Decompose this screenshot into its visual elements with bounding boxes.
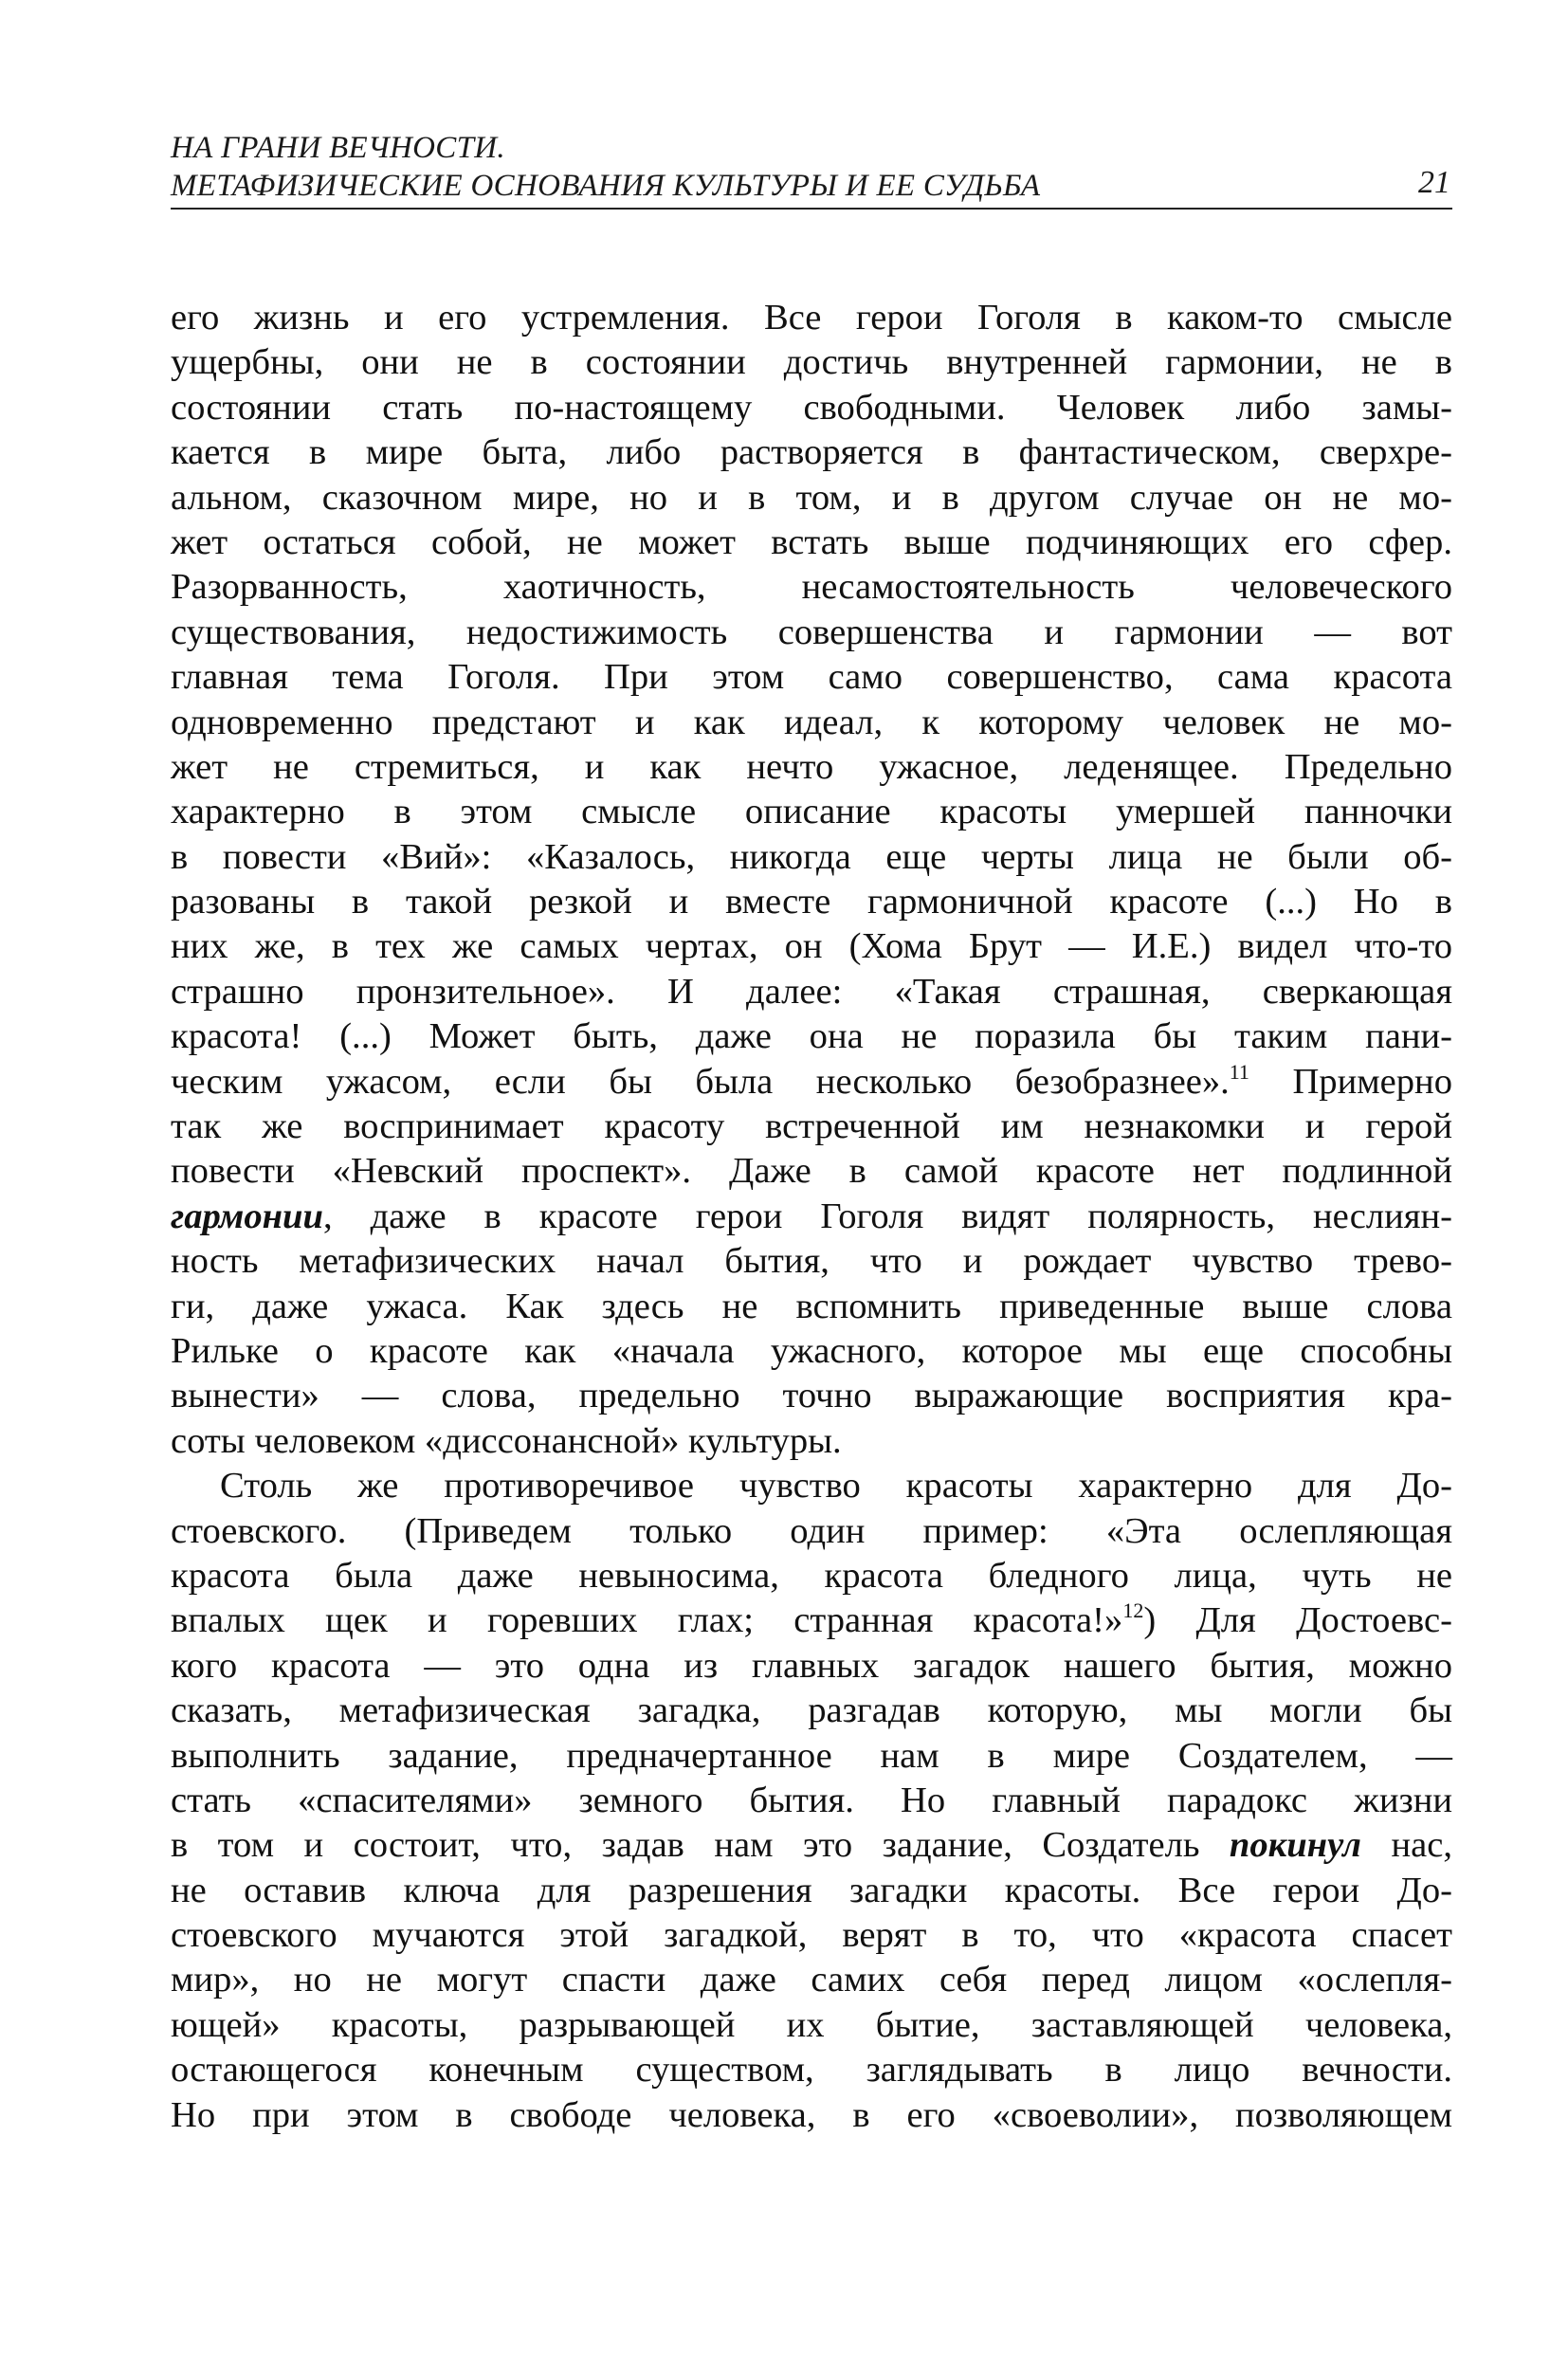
text-segment: Примерно xyxy=(1249,1061,1452,1102)
running-head xyxy=(171,129,1452,210)
text-line: одновременно предстают и как идеал, к которому человек не мо- xyxy=(171,702,1452,742)
text-line: состоянии стать по-настоящему свободными. Человек либо замы- xyxy=(171,387,1452,428)
body-text xyxy=(171,296,1452,2138)
text-line: выполнить задание, предначертанное нам в мире Создателем, — xyxy=(171,1735,1452,1776)
text-line-with-emphasis xyxy=(171,1195,1452,1239)
text-line: страшно пронзительное». И далее: «Такая страшная, сверкающая xyxy=(171,971,1452,1012)
text-line-with-footnote-11 xyxy=(171,1060,1452,1105)
text-line: Но при этом в свободе человека, в его «своеволии», позволяющем xyxy=(171,2094,1452,2135)
text-line: главная тема Гоголя. При этом само совершенство, сама красота xyxy=(171,657,1452,698)
text-line: Разорванность, хаотичность, несамостоятельность человеческого xyxy=(171,567,1452,608)
text-line: ность метафизических начал бытия, что и рождает чувство трево- xyxy=(171,1241,1452,1282)
text-line: вынести» — слова, предельно точно выражающие восприятия кра- xyxy=(171,1376,1452,1416)
text-line: повести «Невский проспект». Даже в самой красоте нет подлинной xyxy=(171,1151,1452,1192)
page-number: 21 xyxy=(1418,165,1450,200)
text-line: жет остаться собой, не может встать выше подчиняющих его сфер. xyxy=(171,521,1452,562)
text-line: не оставив ключа для разрешения загадки красоты. Все герои До- xyxy=(171,1870,1452,1910)
text-line: красота была даже невыносима, красота бледного лица, чуть не xyxy=(171,1555,1452,1596)
text-line: разованы в такой резкой и вместе гармоничной красоте (...) Но в xyxy=(171,882,1452,922)
text-line: так же воспринимает красоту встреченной им незнакомки и герой xyxy=(171,1106,1452,1147)
text-line: в повести «Вий»: «Казалось, никогда еще черты лица не были об- xyxy=(171,836,1452,877)
paragraph-first-line: Столь же противоречивое чувство красоты характерно для До- xyxy=(220,1466,1452,1507)
text-line: Рильке о красоте как «начала ужасного, которое мы еще способны xyxy=(171,1330,1452,1371)
footnote-ref-12: 12 xyxy=(1122,1598,1144,1623)
text-line: красота! (...) Может быть, даже она не поразила бы таким пани- xyxy=(171,1016,1452,1057)
header-title-line-1: НА ГРАНИ ВЕЧНОСТИ. xyxy=(171,131,505,165)
emphasis-word: гармонии xyxy=(171,1196,323,1236)
text-line: ющей» красоты, разрывающей их бытие, заставляющей человека, xyxy=(171,2004,1452,2045)
text-segment: , даже в красоте герои Гоголя видят полярность, неслиян- xyxy=(322,1196,1452,1236)
text-line: жет не стремиться, и как нечто ужасное, леденящее. Предельно xyxy=(171,746,1452,787)
text-line: кается в мире быта, либо растворяется в фантастическом, сверхре- xyxy=(171,432,1452,473)
text-line-with-footnote-12 xyxy=(171,1598,1452,1643)
text-line: мир», но не могут спасти даже самих себя перед лицом «ослепля- xyxy=(171,1960,1452,2000)
text-line: них же, в тех же самых чертах, он (Хома Брут — И.Е.) видел что-то xyxy=(171,926,1452,967)
text-line: существования, недостижимость совершенства и гармонии — вот xyxy=(171,612,1452,652)
text-segment: в том и состоит, что, задав нам это задание, Создатель xyxy=(171,1825,1230,1866)
text-line: соты человеком «диссонансной» культуры. xyxy=(171,1420,842,1461)
text-segment: ) Для Достоевс- xyxy=(1143,1600,1453,1641)
text-line: альном, сказочном мире, но и в том, и в другом случае он не мо- xyxy=(171,477,1452,518)
text-line: стать «спасителями» земного бытия. Но главный парадокс жизни xyxy=(171,1780,1452,1820)
text-line: кого красота — это одна из главных загадок нашего бытия, можно xyxy=(171,1645,1452,1686)
text-line: сказать, метафизическая загадка, разгадав которую, мы могли бы xyxy=(171,1690,1452,1731)
emphasis-word: покинул xyxy=(1229,1825,1361,1866)
text-line: его жизнь и его устремления. Все герои Гоголя в каком-то смысле xyxy=(171,298,1452,338)
text-segment: впалых щек и горевших глах; странная красота!» xyxy=(171,1600,1123,1641)
text-line: ущербны, они не в состоянии достичь внутренней гармонии, не в xyxy=(171,342,1452,383)
text-line: стоевского мучаются этой загадкой, верят в то, что «красота спасет xyxy=(171,1915,1452,1956)
text-line-with-emphasis xyxy=(171,1823,1452,1868)
text-line: стоевского. (Приведем только один пример: «Эта ослепляющая xyxy=(171,1510,1452,1551)
text-segment: нас, xyxy=(1360,1825,1452,1866)
text-line: характерно в этом смысле описание красоты умершей панночки xyxy=(171,792,1452,832)
footnote-ref-11: 11 xyxy=(1229,1059,1249,1084)
header-title-line-2: МЕТАФИЗИЧЕСКИЕ ОСНОВАНИЯ КУЛЬТУРЫ И ЕЕ СУДЬБА xyxy=(171,169,1041,203)
text-segment: ческим ужасом, если бы была несколько безобразнее». xyxy=(171,1061,1230,1102)
text-line: остающегося конечным существом, заглядывать в лицо вечности. xyxy=(171,2050,1452,2091)
text-line: ги, даже ужаса. Как здесь не вспомнить приведенные выше слова xyxy=(171,1286,1452,1326)
